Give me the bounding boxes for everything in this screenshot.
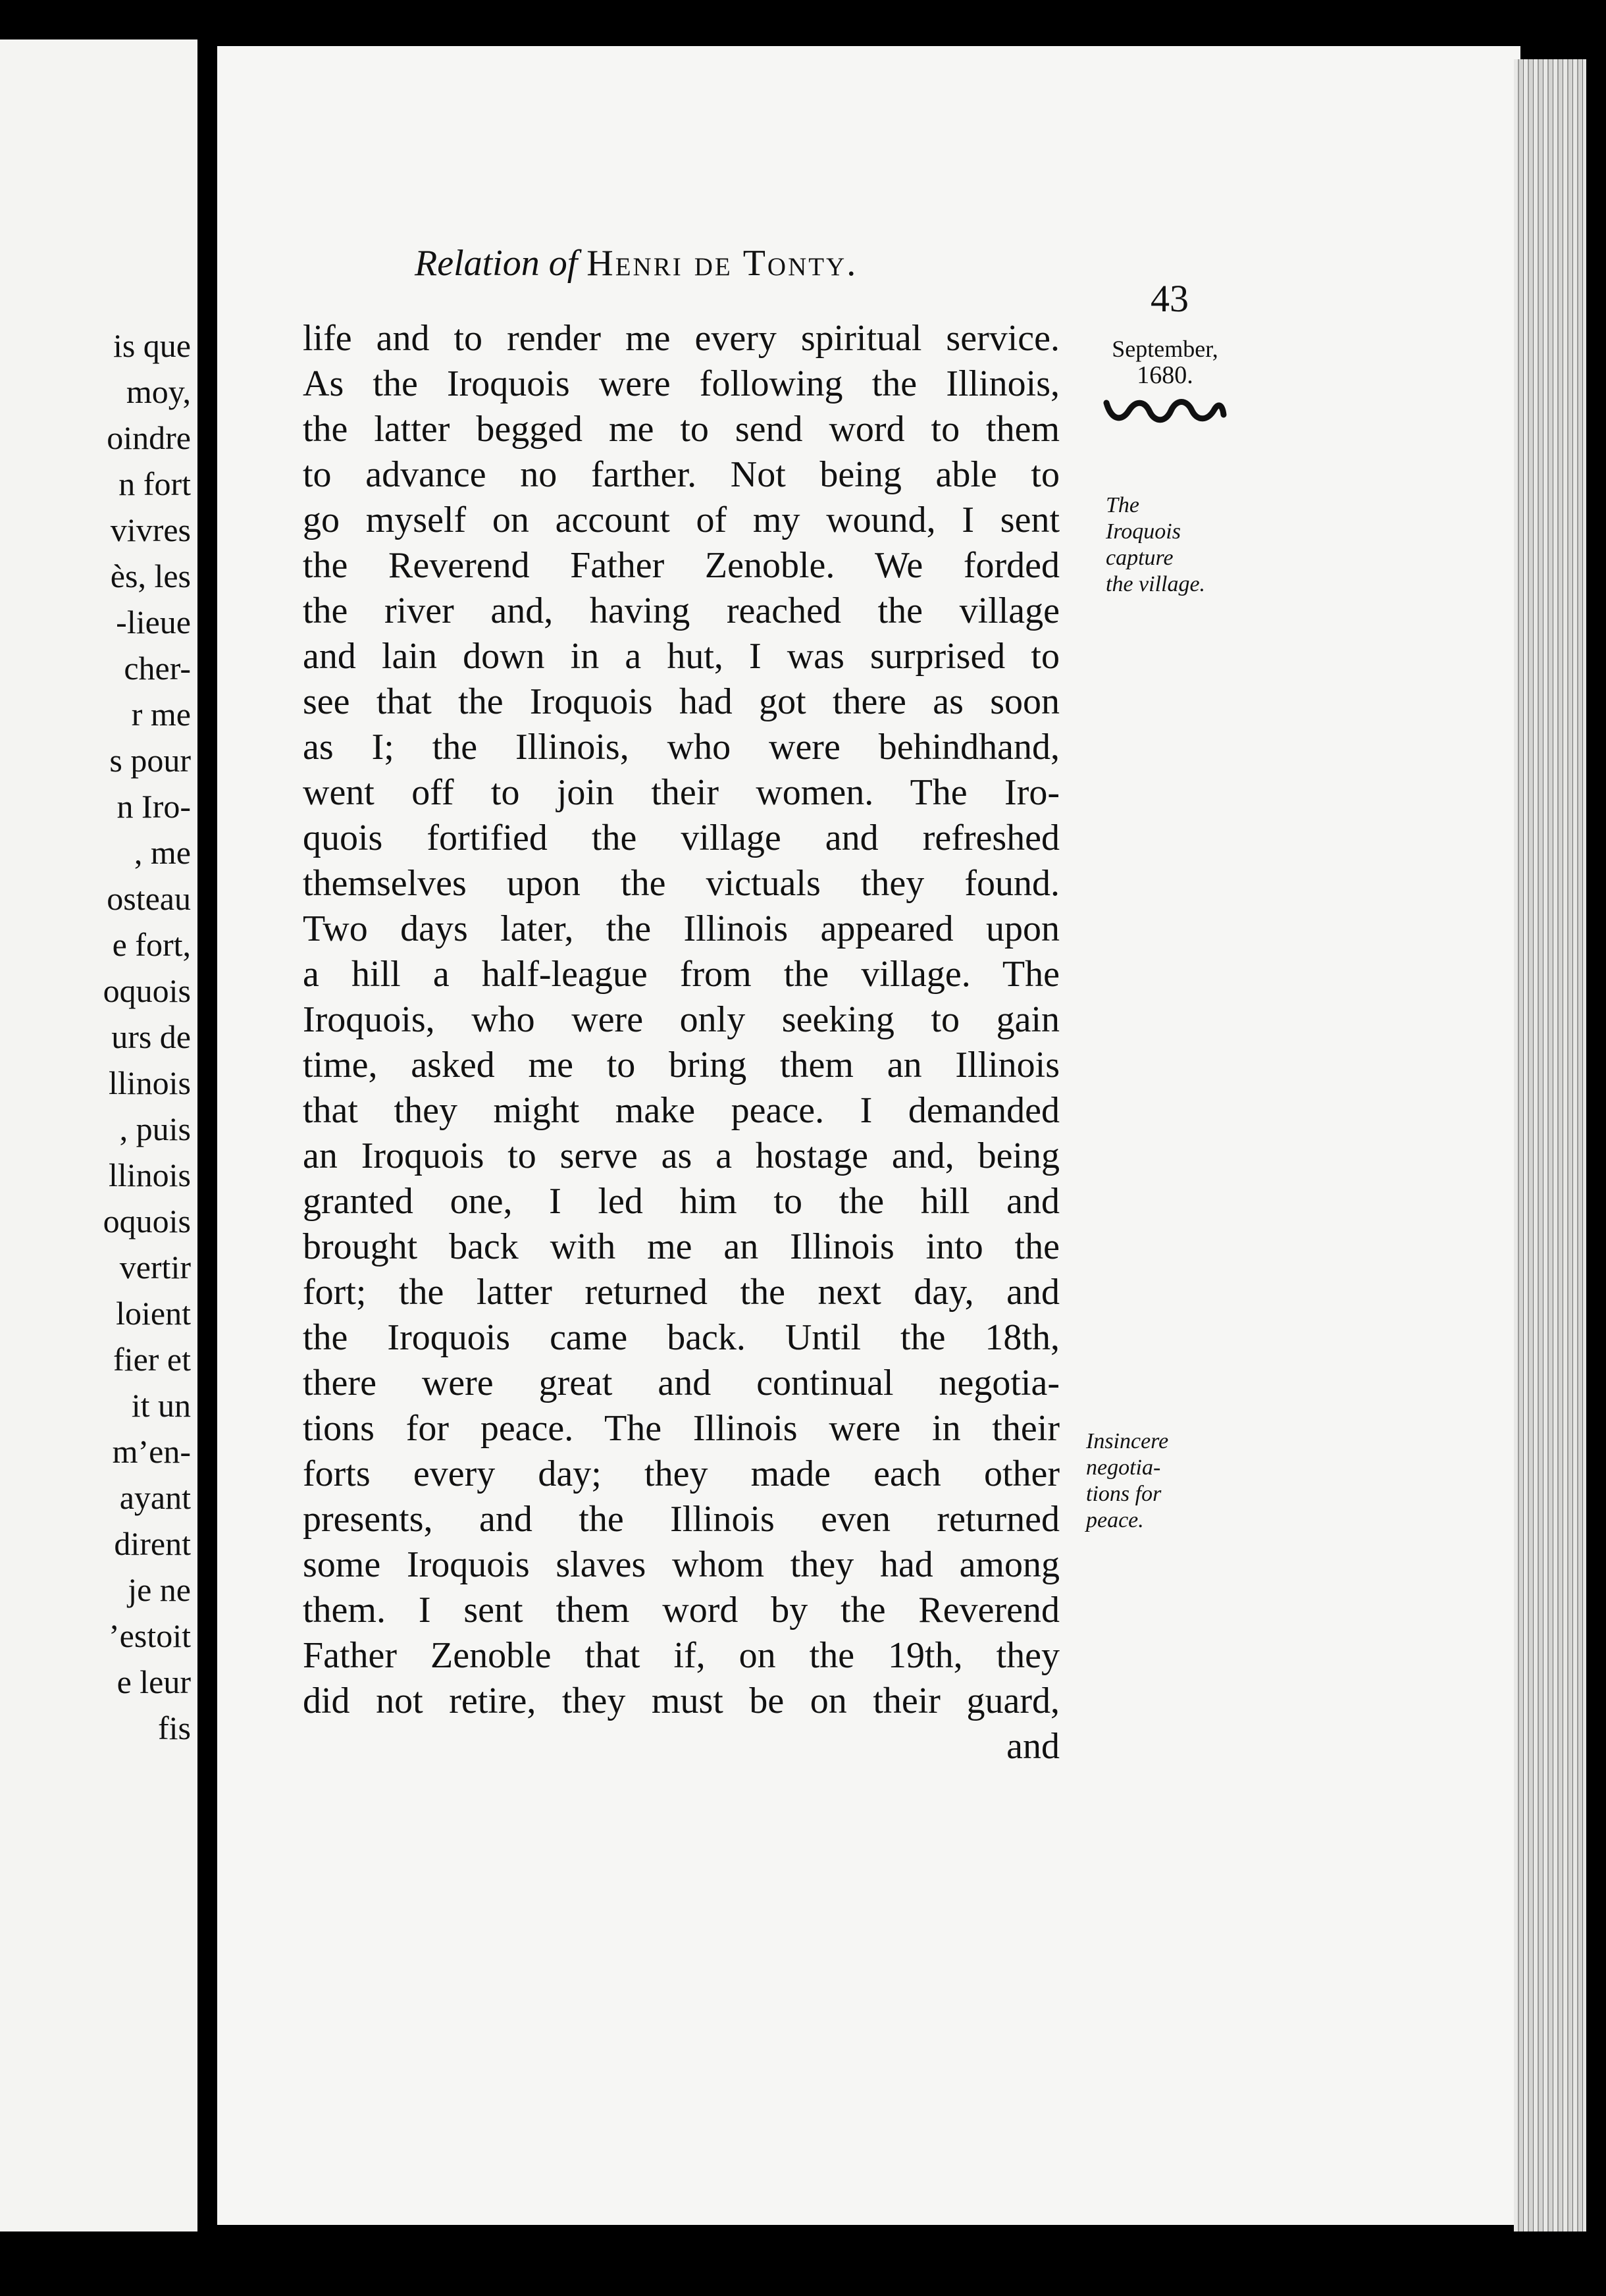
date-year: 1680.	[1137, 361, 1193, 389]
left-page-line: oquois	[103, 1203, 191, 1239]
text-line: the latter begged me to send word to them	[303, 409, 1060, 450]
note-line: peace.	[1086, 1508, 1144, 1532]
text-line: see that the Iroquois had got there as soon	[303, 681, 1060, 722]
text-line: to advance no farther. Not being able to	[303, 454, 1060, 495]
left-page-text	[103, 323, 191, 1751]
text-line: go myself on account of my wound, I sent	[303, 500, 1060, 540]
note-line: negotia-	[1086, 1455, 1161, 1480]
note-line: the village.	[1106, 572, 1206, 596]
header-smallcaps: Henri de Tonty.	[586, 243, 858, 284]
left-page-line: -lieue	[116, 604, 191, 640]
text-line: went off to join their women. The Iro-	[303, 772, 1060, 813]
text-line: as I; the Illinois, who were behindhand,	[303, 727, 1060, 768]
date-month: September,	[1112, 336, 1218, 362]
left-page-line: e fort,	[112, 926, 191, 963]
text-line: themselves upon the victuals they found.	[303, 863, 1060, 904]
text-line: Iroquois, who were only seeking to gain	[303, 999, 1060, 1040]
left-page-line: vivres	[110, 511, 191, 548]
text-line: fort; the latter returned the next day, and	[303, 1272, 1060, 1313]
text-line: the river and, having reached the village	[303, 590, 1060, 631]
left-page-line: loient	[116, 1295, 191, 1332]
note-line: tions for	[1086, 1482, 1162, 1506]
left-page-line: m’en-	[112, 1433, 191, 1470]
text-line: there were great and continual negotia-	[303, 1363, 1060, 1403]
left-page-line: moy,	[126, 373, 191, 410]
left-page-line: llinois	[108, 1157, 191, 1193]
margin-note-date	[1093, 336, 1237, 425]
note-line: capture	[1106, 546, 1174, 570]
left-page-line: fier et	[113, 1341, 191, 1378]
left-page-line: ’estoit	[109, 1617, 191, 1654]
text-line: presents, and the Illinois even returned	[303, 1499, 1060, 1540]
left-page-line: n fort	[118, 465, 191, 502]
left-page-line: ès, les	[110, 558, 191, 594]
text-line: quois fortified the village and refreshed	[303, 818, 1060, 858]
body-text	[303, 316, 1060, 1769]
left-page-line: osteau	[107, 880, 191, 917]
text-line: a hill a half-league from the village. The	[303, 954, 1060, 995]
left-page-line: dirent	[114, 1525, 191, 1562]
text-line: life and to render me every spiritual service.	[303, 318, 1060, 359]
text-line: brought back with me an Illinois into the	[303, 1226, 1060, 1267]
text-line: them. I sent them word by the Reverend	[303, 1590, 1060, 1631]
left-page-line: e leur	[117, 1663, 191, 1700]
text-line: the Iroquois came back. Until the 18th,	[303, 1317, 1060, 1358]
running-header	[415, 242, 858, 284]
note-line: The	[1106, 493, 1139, 517]
left-page-line: , puis	[119, 1110, 191, 1147]
text-line: some Iroquois slaves whom they had among	[303, 1544, 1060, 1585]
text-line: time, asked me to bring them an Illinois	[303, 1045, 1060, 1085]
left-page-line: oquois	[103, 972, 191, 1009]
left-page-line: urs de	[111, 1018, 191, 1055]
text-line: Two days later, the Illinois appeared upon	[303, 908, 1060, 949]
left-page-line: r me	[131, 696, 191, 733]
text-line: and	[1006, 1726, 1060, 1767]
left-page-line: oindre	[107, 419, 191, 456]
left-page-line: vertir	[119, 1249, 191, 1286]
left-page-line: it un	[131, 1387, 191, 1424]
left-page-line: n Iro-	[117, 788, 191, 825]
text-line: an Iroquois to serve as a hostage and, being	[303, 1135, 1060, 1176]
left-page-line: , me	[134, 834, 191, 871]
text-line: granted one, I led him to the hill and	[303, 1181, 1060, 1222]
left-page-line: is que	[113, 327, 191, 364]
page-edges	[1514, 59, 1586, 2231]
text-line: forts every day; they made each other	[303, 1453, 1060, 1494]
left-page-line: je ne	[128, 1571, 191, 1608]
text-line: did not retire, they must be on their guard,	[303, 1681, 1060, 1721]
left-page-line: llinois	[108, 1064, 191, 1101]
text-line: and lain down in a hut, I was surprised to	[303, 636, 1060, 677]
text-line: tions for peace. The Illinois were in their	[303, 1408, 1060, 1449]
margin-note-capture	[1106, 492, 1237, 598]
book-gutter	[197, 0, 217, 2296]
left-facing-page	[0, 39, 197, 2231]
margin-note-negotiations	[1086, 1428, 1218, 1534]
page-number: 43	[1151, 277, 1189, 320]
text-line: that they might make peace. I demanded	[303, 1090, 1060, 1131]
left-page-line: fis	[158, 1709, 191, 1746]
ornament-swirl-icon	[1102, 395, 1228, 425]
note-line: Iroquois	[1106, 519, 1181, 544]
text-line: Father Zenoble that if, on the 19th, they	[303, 1635, 1060, 1676]
left-page-line: cher-	[124, 650, 191, 687]
left-page-line: ayant	[119, 1479, 191, 1516]
left-page-line: s pour	[109, 742, 191, 779]
note-line: Insincere	[1086, 1429, 1169, 1453]
text-line: As the Iroquois were following the Illinois,	[303, 363, 1060, 404]
header-italic: Relation of	[415, 243, 578, 284]
text-line: the Reverend Father Zenoble. We forded	[303, 545, 1060, 586]
